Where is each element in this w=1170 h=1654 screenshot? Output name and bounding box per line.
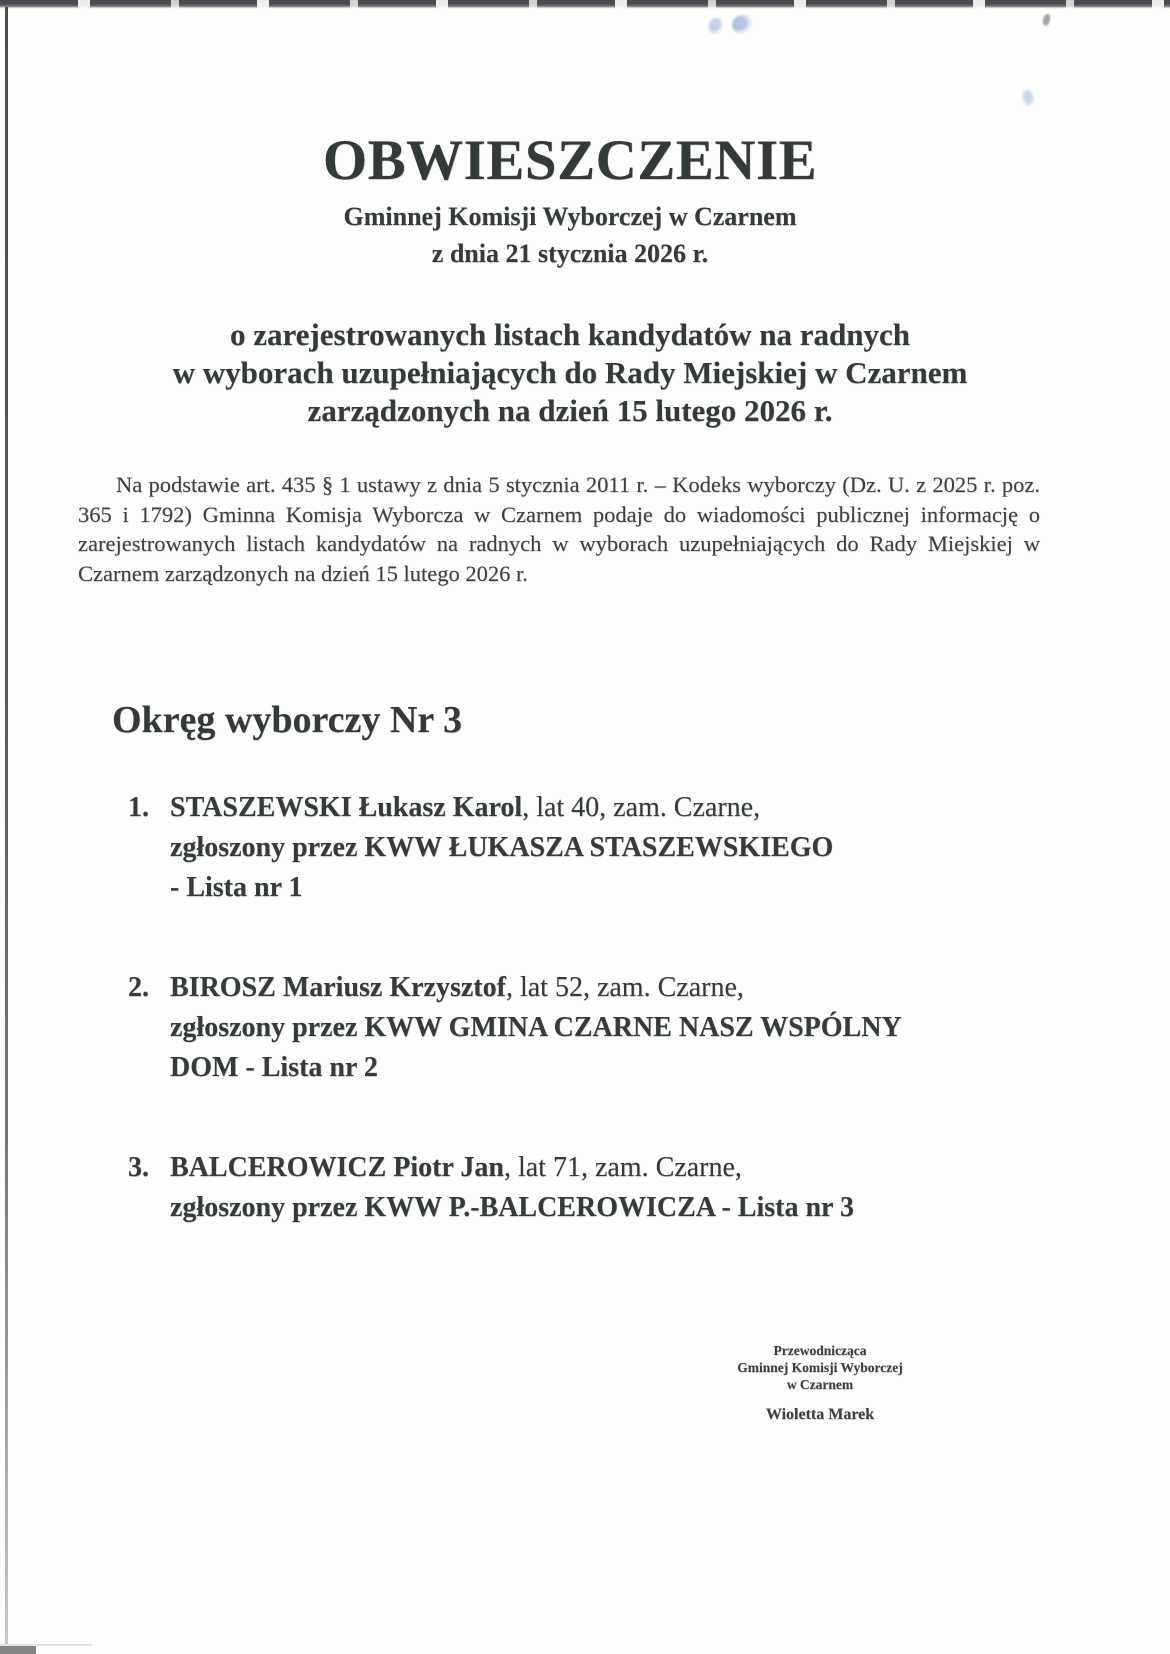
candidate-committee-line: zgłoszony przez KWW GMINA CZARNE NASZ WSPÓLNY (170, 1012, 902, 1043)
issuer-line: Gminnej Komisji Wyborczej w Czarnem (343, 202, 797, 231)
scan-edge-top (0, 0, 1170, 9)
candidate-details: , lat 40, zam. Czarne, (522, 792, 761, 823)
pen-smudge-mark (731, 14, 754, 36)
candidate-list (128, 788, 1048, 1288)
signature-name: Wioletta Marek (765, 1406, 875, 1423)
signature-role-line: Przewodnicząca (773, 1343, 867, 1358)
subject-line: w wyborach uzupełniających do Rady Miejskiej w Czarnem (172, 355, 968, 390)
candidate-committee-line: zgłoszony przez KWW P.-BALCEROWICZA - Lista nr 3 (170, 1192, 854, 1223)
candidate-committee-line: zgłoszony przez KWW ŁUKASZA STASZEWSKIEGO (170, 832, 834, 863)
candidate-number: 1. (128, 792, 149, 823)
district-heading: Okręg wyborczy Nr 3 (112, 699, 463, 741)
candidate-item (128, 788, 1048, 908)
candidate-name: BIROSZ Mariusz Krzysztof (170, 972, 506, 1003)
candidate-number: 2. (128, 972, 149, 1003)
candidate-text (170, 1148, 1030, 1228)
document-title: OBWIESZCZENIE (322, 129, 818, 192)
candidate-name: STASZEWSKI Łukasz Karol (170, 792, 523, 823)
candidate-details: , lat 52, zam. Czarne, (505, 972, 744, 1003)
candidate-committee-line: DOM - Lista nr 2 (170, 1052, 378, 1083)
candidate-number: 3. (128, 1152, 149, 1183)
signature-block (688, 1342, 952, 1424)
candidate-text (170, 788, 1030, 908)
candidate-name: BALCEROWICZ Piotr Jan (170, 1152, 504, 1183)
scan-corner-bottom (0, 1646, 36, 1654)
issue-date-line: z dnia 21 stycznia 2026 r. (431, 239, 709, 268)
candidate-item (128, 1148, 1048, 1228)
pen-smudge-mark (1021, 89, 1034, 106)
scan-edge-left (5, 7, 8, 1648)
subject-line: zarządzonych na dzień 15 lutego 2026 r. (307, 393, 833, 428)
candidate-committee-line: - Lista nr 1 (170, 872, 303, 903)
signature-role-line: Gminnej Komisji Wyborczej (737, 1360, 903, 1375)
candidate-details: , lat 71, zam. Czarne, (503, 1152, 742, 1183)
subject-heading (70, 316, 1070, 430)
candidate-text (170, 968, 1030, 1088)
signature-role-line: w Czarnem (786, 1377, 854, 1392)
scan-speck-mark (1042, 13, 1051, 26)
signature-role (688, 1342, 952, 1393)
legal-basis-paragraph: Na podstawie art. 435 § 1 ustawy z dnia 5 stycznia 2011 r. – Kodeks wyborczy (Dz. U. z 2025 r. poz. 365 i 1792) Gminna Komisja Wyborcza w Czarnem podaje do wiadomości publicznej informację o zarejestrowanych listach kandydatów na radnych w wyborach uzupełniających do Rady Miejskiej w Czarnem zarządzonych na dzień 15 lutego 2026 r. (78, 472, 1040, 586)
pen-smudge-mark (707, 17, 723, 35)
subject-line: o zarejestrowanych listach kandydatów na radnych (229, 317, 911, 352)
issuer-block (70, 198, 1070, 272)
candidate-item (128, 968, 1048, 1088)
